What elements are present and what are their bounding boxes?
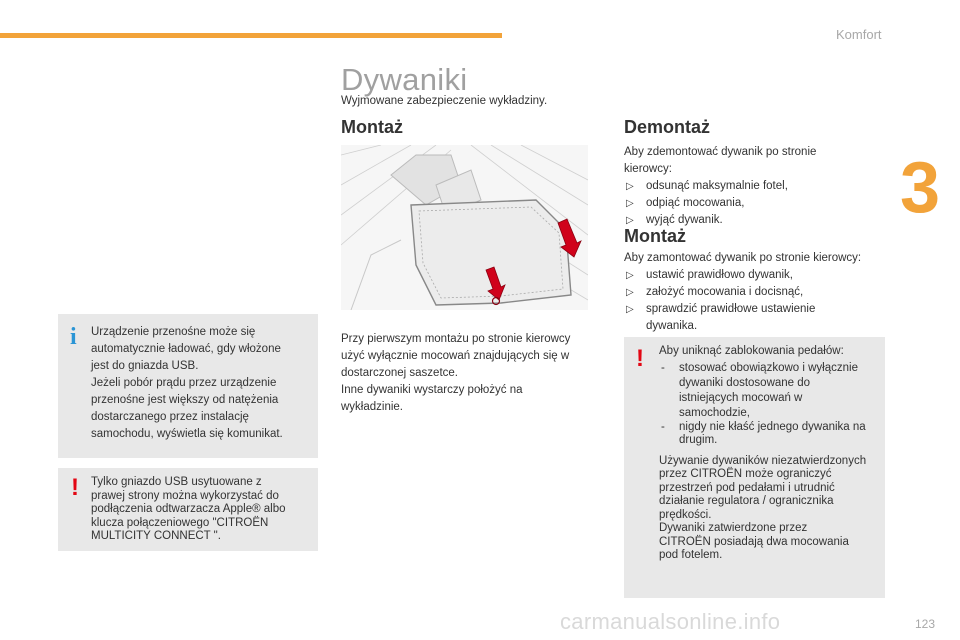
warning-note-text-right	[659, 345, 881, 563]
montaz-heading-left: Montaż	[341, 117, 403, 137]
text-line: Urządzenie przenośne może się	[91, 326, 256, 338]
info-icon: i	[70, 324, 77, 350]
warning-paragraph	[659, 455, 881, 563]
text-line: klucza połączeniowego "CITROËN	[91, 516, 269, 529]
page-number: 123	[915, 617, 936, 631]
page-title: Dywaniki	[341, 62, 468, 97]
text-line: CITROËN posiadają dwa mocowania	[659, 535, 849, 548]
bullet-icon: ▷	[626, 270, 634, 281]
text-line: użyć wyłącznie mocowań znajdujących się w	[341, 350, 570, 362]
text-line: MULTICITY CONNECT ".	[91, 530, 221, 542]
warning-icon: !	[71, 474, 79, 501]
bullet-icon: ▷	[626, 304, 634, 315]
text-line: kierowcy:	[624, 163, 672, 175]
text-line: podłączenia odtwarzacza Apple® albo	[91, 503, 286, 515]
text-line: prędkości.	[659, 508, 712, 521]
list-item: ▷ wyjąć dywanik.	[624, 212, 894, 229]
text-line: dostarczonej saszetce.	[341, 367, 458, 379]
section-title: Komfort	[836, 27, 882, 42]
text-line: dostarczanego przez instalację	[91, 411, 249, 423]
floor-mat-illustration	[341, 145, 588, 310]
chapter-number: 3	[900, 148, 941, 228]
list-item: ▷ ustawić prawidłowo dywanik,	[624, 267, 894, 284]
warning-note-box-right	[624, 337, 885, 598]
warning-note-text-left	[91, 476, 315, 544]
bullet-icon: ▷	[626, 215, 634, 226]
list-item: ▷ odsunąć maksymalnie fotel,	[624, 178, 894, 195]
text-line: Używanie dywaników niezatwierdzonych	[659, 454, 867, 467]
section-color-bar	[0, 33, 502, 38]
bullet-icon: ▷	[626, 198, 634, 209]
text-line: prawej strony można wykorzystać do	[91, 489, 279, 502]
text-line: Jeżeli pobór prądu przez urządzenie	[91, 377, 277, 389]
text-line: Przy pierwszym montażu po stronie kierowcy	[341, 333, 571, 345]
text-line: pod fotelem.	[659, 549, 723, 561]
text-line: Dywaniki zatwierdzone przez	[659, 522, 808, 534]
text-line: jest do gniazda USB.	[91, 360, 199, 372]
list-item: ▷ sprawdzić prawidłowe ustawienie dywanika.	[626, 303, 816, 332]
list-item: ▷ założyć mocowania i docisnąć,	[624, 284, 894, 301]
montaz-paragraph	[341, 331, 601, 416]
text-line: wykładzinie.	[341, 401, 403, 413]
montaz-section-right	[624, 250, 894, 335]
text-line: automatycznie ładować, gdy włożone	[91, 343, 281, 355]
info-note-text	[91, 324, 315, 443]
text-line: Inne dywaniki wystarczy położyć na	[341, 384, 523, 396]
text-line: przenośne jest większy od natężenia	[91, 394, 279, 406]
text-line: działanie regulatora / ogranicznika	[659, 495, 834, 507]
list-item: ▷ odpiąć mocowania,	[624, 195, 894, 212]
text-line: Aby uniknąć zablokowania pedałów:	[659, 345, 844, 357]
text-line: samochodu, wyświetla się komunikat.	[91, 428, 283, 440]
text-line: przez CITROËN może ograniczyć	[659, 468, 832, 480]
demontaz-heading: Demontaż	[624, 117, 711, 137]
demontaz-section	[624, 144, 894, 229]
watermark: carmanualsonline.info	[560, 609, 781, 634]
page-subtitle: Wyjmowane zabezpieczenie wykładziny.	[341, 95, 548, 107]
info-note-box	[58, 314, 318, 458]
text-line: przestrzeń pod pedałami i utrudnić	[659, 481, 835, 494]
list-item: - nigdy nie kłaść jednego dywanika na drugim.	[661, 420, 866, 446]
warning-icon: !	[636, 345, 644, 372]
text-line: Tylko gniazdo USB usytuowane z	[91, 476, 262, 488]
text-line: Aby zamontować dywanik po stronie kierowcy:	[624, 252, 862, 264]
warning-note-box-left	[58, 468, 318, 551]
bullet-icon: ▷	[626, 287, 634, 298]
montaz-heading-right: Montaż	[624, 226, 686, 246]
list-item: - stosować obowiązkowo i wyłącznie dywaniki dostosowane do istniejących mocowań w samochodzie,	[661, 361, 858, 419]
text-line: Aby zdemontować dywanik po stronie	[624, 146, 817, 158]
bullet-icon: ▷	[626, 181, 634, 192]
